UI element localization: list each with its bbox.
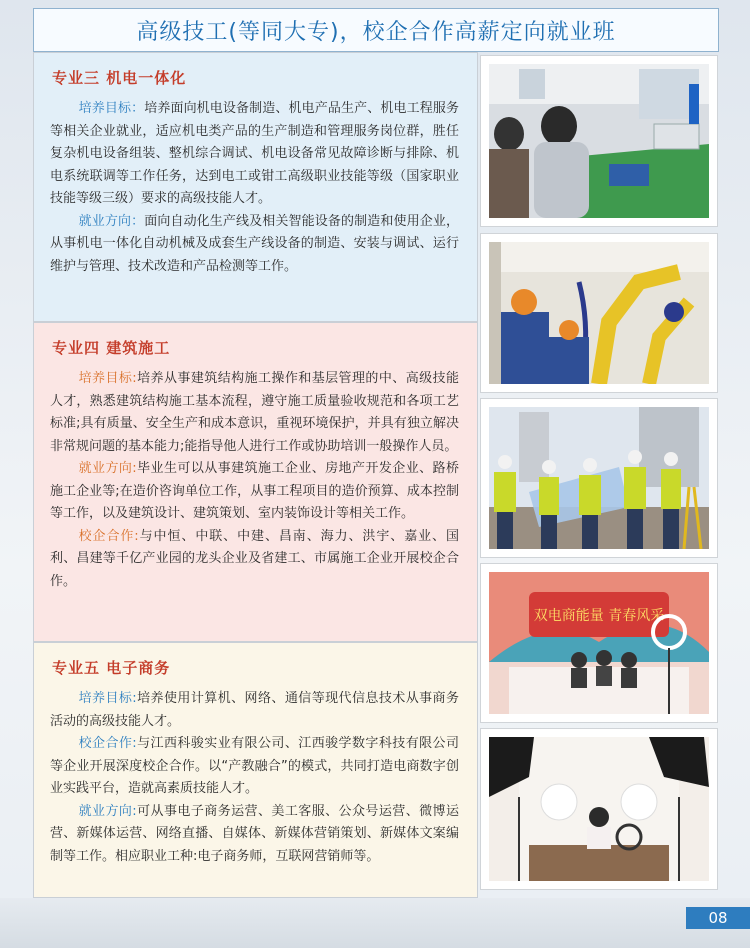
photo-electronics-lab: [480, 55, 718, 227]
text: 与中恒、中联、中建、昌南、海力、洪宇、嘉业、国利、昌建等千亿产业园的龙头企业及省建工、市属施工企业开展校企合作。: [50, 528, 459, 589]
label: 校企合作:: [78, 528, 139, 544]
paragraph-goal: [50, 688, 459, 733]
paragraph-cooperation: [50, 526, 459, 594]
paragraph-cooperation: [50, 733, 459, 801]
label: 培养目标：: [78, 101, 145, 116]
section-title: 专业四 建筑施工: [52, 339, 171, 357]
text: 可从事电子商务运营、美工客服、公众号运营、微博运营、新媒体运营、网络直播、自媒体、新媒体营销策划、新媒体文案编制等工作。相应职业工种:电子商务师，互联网营销师等。: [50, 803, 459, 864]
bottom-decor: [0, 898, 750, 948]
section-title: 专业三 机电一体化: [52, 69, 187, 87]
section-ecommerce: [33, 642, 478, 898]
text: 毕业生可以从事建筑施工企业、房地产开发企业、路桥施工企业等;在造价咨询单位工作，从事工程项目的造价预算、成本控制等工作，以及建筑设计、建筑策划、室内装饰设计等相关工作。: [50, 461, 459, 521]
livestream-banner-text: 双电商能量 青春风采: [533, 608, 665, 624]
photo-studio: [480, 728, 718, 890]
livestream-image: [489, 572, 709, 714]
construction-site-image: [489, 407, 709, 549]
label: 就业方向：: [78, 213, 145, 229]
label: 培养目标:: [78, 691, 137, 706]
label: 就业方向:: [78, 803, 137, 819]
section-mechatronics: [33, 52, 478, 322]
text: 培养从事建筑结构施工操作和基层管理的中、高级技能人才，熟悉建筑结构施工基本流程，遵守施工质量验收规范和各项工艺标准;具有质量、安全生产和成本意识，重视环境保护，并具有独立解决非常规问题的基本能力;能指导他人进行工作或协助培训一般操作人员。: [50, 371, 459, 454]
label: 校企合作:: [78, 736, 137, 751]
text: 培养使用计算机、网络、通信等现代信息技术从事商务活动的高级技能人才。: [50, 691, 459, 729]
text: 与江西科骏实业有限公司、江西骏学数字科技有限公司等企业开展深度校企合作。以“产教融合”的模式，共同打造电商数字创业实践平台，造就高素质技能人才。: [50, 736, 459, 796]
page-title: 高级技工(等同大专)，校企合作高薪定向就业班: [136, 19, 616, 45]
section-construction: [33, 322, 478, 642]
photo-construction-site: [480, 398, 718, 558]
page-title-box: [33, 8, 719, 52]
label: 就业方向:: [78, 461, 137, 476]
paragraph-employment: [50, 211, 459, 279]
paragraph-employment: [50, 801, 459, 869]
robot-arm-image: [489, 242, 709, 384]
paragraph-employment: [50, 458, 459, 526]
page-number: 08: [686, 907, 750, 929]
text: 培养面向机电设备制造、机电产品生产、机电工程服务等相关企业就业，适应机电类产品的生产制造和管理服务岗位群，胜任复杂机电设备组装、整机综合调试、机电设备常见故障诊断与排除、机电系统联调等工作任务，达到电工或钳工高级职业技能等级（国家职业技能等级三级）要求的高级技能人才。: [50, 101, 459, 206]
text: 面向自动化生产线及相关智能设备的制造和使用企业，从事机电一体化自动机械及成套生产线设备的制造、安装与调试、运行维护与管理、技术改造和产品检测等工作。: [50, 213, 459, 274]
photo-livestream: [480, 563, 718, 723]
paragraph-goal: [50, 368, 459, 458]
studio-image: [489, 737, 709, 881]
paragraph-goal: [50, 98, 459, 211]
section-title: 专业五 电子商务: [52, 659, 171, 677]
photo-robot-arm: [480, 233, 718, 393]
electronics-lab-image: [489, 64, 709, 218]
label: 培养目标:: [78, 371, 137, 386]
